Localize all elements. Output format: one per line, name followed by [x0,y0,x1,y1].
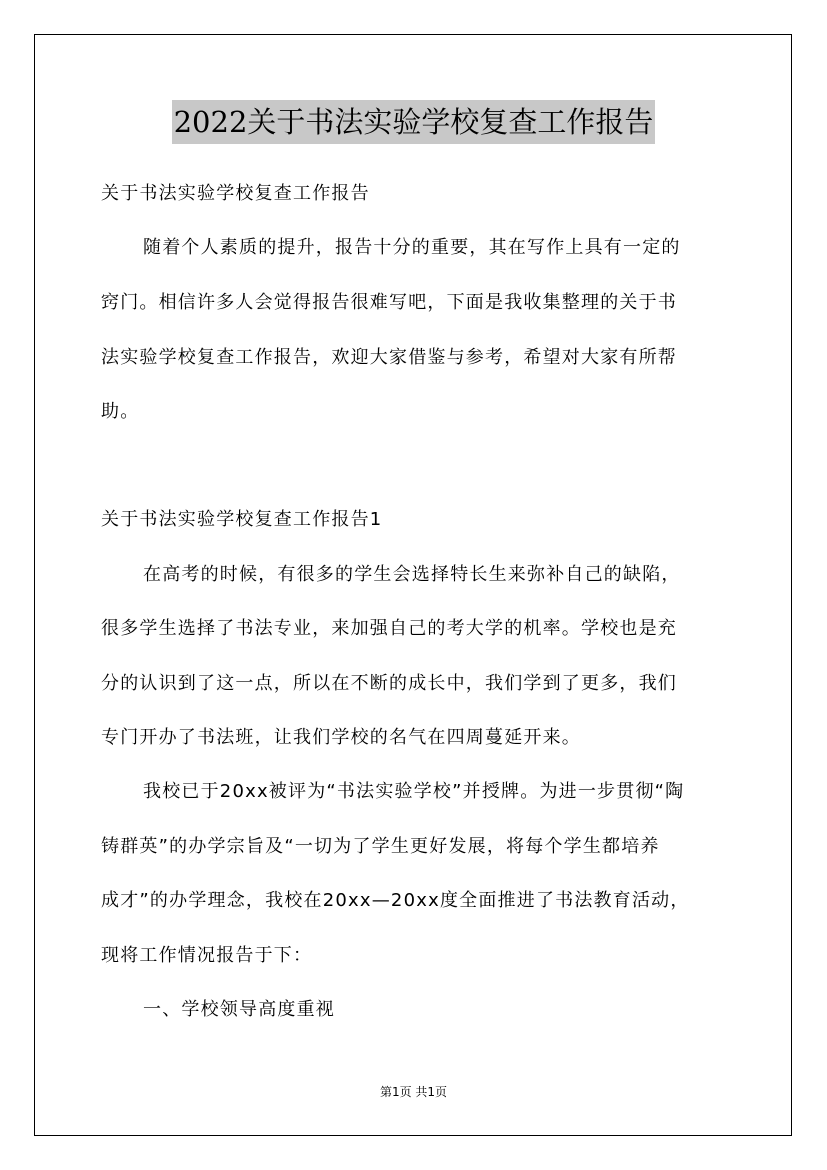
title-container [0,100,827,144]
subsection-heading: 一、学校领导高度重视 [143,999,335,1020]
paragraph-line: 随着个人素质的提升，报告十分的重要，其在写作上具有一定的 [143,237,681,258]
paragraph-line: 铸群英”的办学宗旨及“一切为了学生更好发展，将每个学生都培养 [101,836,660,857]
paragraph-line: 助。 [101,401,140,422]
paragraph-line: 法实验学校复查工作报告，欢迎大家借鉴与参考，希望对大家有所帮 [101,347,677,368]
page-number-text: 第1页 共1页 [379,1085,448,1099]
section-heading: 关于书法实验学校复查工作报告1 [101,509,383,530]
page-footer [0,1083,827,1100]
subtitle-line: 关于书法实验学校复查工作报告 [101,183,370,204]
paragraph-line: 我校已于20xx被评为“书法实验学校”并授牌。为进一步贯彻“陶 [143,781,685,802]
document-title: 2022关于书法实验学校复查工作报告 [172,100,656,144]
paragraph-line: 窍门。相信许多人会觉得报告很难写吧，下面是我收集整理的关于书 [101,292,677,313]
paragraph-line: 现将工作情况报告于下： [101,945,313,966]
paragraph-line: 成才”的办学理念，我校在20xx—20xx度全面推进了书法教育活动， [101,890,690,911]
paragraph-line: 在高考的时候，有很多的学生会选择特长生来弥补自己的缺陷， [143,564,681,585]
paragraph-line: 很多学生选择了书法专业，来加强自己的考大学的机率。学校也是充 [101,618,677,639]
paragraph-line: 专门开办了书法班，让我们学校的名气在四周蔓延开来。 [101,727,581,748]
paragraph-line: 分的认识到了这一点，所以在不断的成长中，我们学到了更多，我们 [101,673,677,694]
